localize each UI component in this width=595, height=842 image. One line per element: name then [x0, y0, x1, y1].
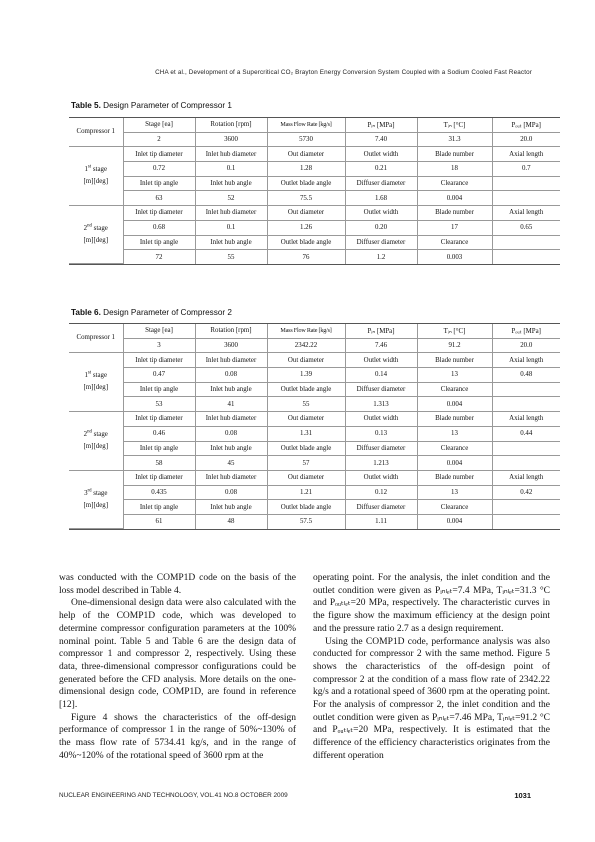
table-cell: [492, 456, 560, 471]
column-header: Rotation [rpm]: [195, 324, 267, 338]
table-cell: 13: [417, 426, 492, 441]
paragraph: Figure 4 shows the characteristics of the off-design performance of compressor 1 in the range of 50%~130% of the mass flow rate of 5734.41 kg/s, and in the range of 40%~120% of the rotational speed of 3600 rpm at the: [59, 712, 296, 761]
table5: [69, 117, 560, 265]
table-cell: 72: [123, 250, 195, 264]
parameter-header: Inlet hub angle: [195, 382, 267, 397]
parameter-header: Inlet hub diameter: [195, 147, 267, 162]
stage-label-line1: 2nd stage: [83, 429, 108, 438]
stage-label: [69, 147, 123, 206]
parameter-header: Blade number: [417, 412, 492, 427]
parameter-header: Inlet hub angle: [195, 235, 267, 250]
parameter-header: Outlet blade angle: [267, 500, 345, 515]
table-cell: 13: [417, 485, 492, 500]
paragraph: One-dimensional design data were also calculated with the help of the COMP1D code, which was developed to determine compressor configuration parameters at the 100% nominal point. Table 5 and Table 6 are the design data of compressor 1 and compressor 2, respectively. Using these data, three-dimensional compressor configurations could be generated before the CFD analysis. More details on the one-dimensional design code, COMP1D, are found in reference [12].: [59, 598, 296, 711]
table-cell: 61: [123, 514, 195, 528]
table-cell: 7.40: [345, 132, 417, 147]
column-header: Pₒᵤₜ [MPa]: [492, 118, 560, 132]
parameter-header: Clearance: [417, 382, 492, 397]
table-cell: 1.2: [345, 250, 417, 264]
table-cell: [492, 514, 560, 528]
parameter-header: Clearance: [417, 176, 492, 191]
stage-label-line1: 3rd stage: [84, 488, 108, 497]
table-cell: 1.26: [267, 220, 345, 235]
column-header: Stage [ea]: [123, 324, 195, 338]
table5-caption: [71, 101, 232, 110]
parameter-header: Outlet width: [345, 353, 417, 368]
stage-label: [69, 470, 123, 528]
parameter-header: Clearance: [417, 441, 492, 456]
table-cell: 0.20: [345, 220, 417, 235]
table-cell: 52: [195, 191, 267, 206]
table-cell: 1.11: [345, 514, 417, 528]
parameter-header: Inlet tip angle: [123, 176, 195, 191]
parameter-header: Inlet tip diameter: [123, 412, 195, 427]
parameter-header: [492, 235, 560, 250]
table-cell: 57.5: [267, 514, 345, 528]
stage-label-line2: [m][deg]: [83, 236, 108, 244]
table-cell: 0.47: [123, 368, 195, 383]
column-header: Stage [ea]: [123, 118, 195, 132]
table-cell: 0.08: [195, 485, 267, 500]
table-cell: [492, 397, 560, 412]
parameter-header: Inlet tip diameter: [123, 470, 195, 485]
page-number: 1031: [514, 791, 531, 800]
table-cell: 0.42: [492, 485, 560, 500]
table-cell: 0.004: [417, 456, 492, 471]
stage-label-line2: [m][deg]: [83, 501, 108, 509]
parameter-header: Inlet tip diameter: [123, 147, 195, 162]
table-cell: 0.46: [123, 426, 195, 441]
parameter-header: Blade number: [417, 470, 492, 485]
table-cell: 58: [123, 456, 195, 471]
table-cell: 1.28: [267, 162, 345, 177]
parameter-header: Diffuser diameter: [345, 500, 417, 515]
parameter-header: Out diameter: [267, 470, 345, 485]
parameter-header: [492, 382, 560, 397]
column-header: Pₒᵤₜ [MPa]: [492, 324, 560, 338]
parameter-header: Outlet blade angle: [267, 382, 345, 397]
parameter-header: Inlet hub angle: [195, 441, 267, 456]
parameter-header: Outlet width: [345, 147, 417, 162]
stage-label-line1: 1st stage: [84, 370, 108, 380]
footer-journal: NUCLEAR ENGINEERING AND TECHNOLOGY, VOL.41 NO.8 OCTOBER 2009: [59, 792, 288, 799]
parameter-header: Outlet width: [345, 206, 417, 221]
table-cell: 2342.22: [267, 338, 345, 353]
parameter-header: Inlet hub diameter: [195, 206, 267, 221]
table5-caption-text: Design Parameter of Compressor 1: [100, 101, 232, 110]
column-header: Mass Flow Rate [kg/s]: [267, 118, 345, 132]
table-cell: 0.08: [195, 368, 267, 383]
stage-label-line2: [m][deg]: [83, 384, 108, 392]
stage-label-line1: 2nd stage: [83, 223, 108, 232]
table6-caption-label: Table 6.: [71, 308, 101, 317]
parameter-header: Diffuser diameter: [345, 235, 417, 250]
table-cell: 20.0: [492, 132, 560, 147]
stage-label: [69, 353, 123, 412]
body-right-column: [313, 572, 550, 763]
parameter-header: Inlet hub diameter: [195, 353, 267, 368]
table-cell: 0.004: [417, 514, 492, 528]
parameter-header: Inlet tip angle: [123, 382, 195, 397]
table-cell: 55: [195, 250, 267, 264]
stage-label-line2: [m][deg]: [83, 178, 108, 186]
table-cell: 0.12: [345, 485, 417, 500]
parameter-header: Inlet hub diameter: [195, 412, 267, 427]
table-cell: 48: [195, 514, 267, 528]
table-cell: 0.21: [345, 162, 417, 177]
table6: [69, 323, 560, 530]
parameter-header: Outlet width: [345, 470, 417, 485]
paragraph: Using the COMP1D code, performance analysis was also conducted for compressor 2 with the same method. Figure 5 shows the characteristics of the off-design point of compressor 2 at the condition of a mass flow rate of 2342.22 kg/s and a rotational speed of 3600 rpm at the operating point. For the analysis of compressor 2, the inlet condition and the outlet condition were given as Pᵢₙₗₑₜ=7.46 MPa, Tᵢₙₗₑₜ=91.2 °C and Pₒᵤₜₗₑₜ=20 MPa, respectively. It is estimated that the difference of the efficiency characteristics originates from the different operation: [313, 636, 550, 761]
table-cell: [492, 250, 560, 264]
table-cell: 7.46: [345, 338, 417, 353]
table-cell: 0.003: [417, 250, 492, 264]
table-cell: 13: [417, 368, 492, 383]
parameter-header: Blade number: [417, 206, 492, 221]
table-cell: 76: [267, 250, 345, 264]
table-cell: 2: [123, 132, 195, 147]
parameter-header: Diffuser diameter: [345, 382, 417, 397]
table-cell: 0.65: [492, 220, 560, 235]
table-cell: 1.31: [267, 426, 345, 441]
table-cell: 3600: [195, 338, 267, 353]
table-cell: 0.13: [345, 426, 417, 441]
parameter-header: Inlet tip angle: [123, 235, 195, 250]
paragraph: was conducted with the COMP1D code on the basis of the loss model described in Table 4.: [59, 573, 296, 596]
parameter-header: Out diameter: [267, 206, 345, 221]
paragraph: operating point. For the analysis, the inlet condition and the outlet condition were given as Pᵢₙₗₑₜ=7.4 MPa, Tᵢₙₗₑₜ=31.3 °C and Pₒᵤₜₗₑₜ=20 MPa, respectively. The characteristic curves in the figure show the maximum efficiency at the design point and the pressure ratio 2.7 as a design requirement.: [313, 573, 550, 634]
column-header: Tᵢₙ [°C]: [417, 118, 492, 132]
column-header: Pᵢₙ [MPa]: [345, 118, 417, 132]
table-cell: 5730: [267, 132, 345, 147]
table-cell: 0.68: [123, 220, 195, 235]
table-cell: 31.3: [417, 132, 492, 147]
parameter-header: [492, 176, 560, 191]
table-cell: 1.313: [345, 397, 417, 412]
parameter-header: Outlet width: [345, 412, 417, 427]
parameter-header: [492, 500, 560, 515]
parameter-header: Axial length: [492, 353, 560, 368]
parameter-header: Axial length: [492, 147, 560, 162]
parameter-header: Axial length: [492, 470, 560, 485]
table-cell: 0.435: [123, 485, 195, 500]
table-cell: 3600: [195, 132, 267, 147]
table-cell: 41: [195, 397, 267, 412]
column-header: Mass Flow Rate [kg/s]: [267, 324, 345, 338]
body-left-column: [59, 572, 296, 763]
column-header: Pᵢₙ [MPa]: [345, 324, 417, 338]
table-cell: 1.213: [345, 456, 417, 471]
table-cell: 20.0: [492, 338, 560, 353]
table-cell: 0.44: [492, 426, 560, 441]
stage-label: [69, 412, 123, 471]
table6-caption-text: Design Parameter of Compressor 2: [100, 308, 232, 317]
table-row-header: Compressor 1: [69, 324, 123, 353]
table-cell: 53: [123, 397, 195, 412]
table-cell: 63: [123, 191, 195, 206]
column-header: Tᵢₙ [°C]: [417, 324, 492, 338]
table-cell: 0.48: [492, 368, 560, 383]
parameter-header: Blade number: [417, 353, 492, 368]
parameter-header: Out diameter: [267, 412, 345, 427]
table6-caption: [71, 308, 232, 317]
parameter-header: Axial length: [492, 206, 560, 221]
table-cell: 0.004: [417, 397, 492, 412]
table-cell: 3: [123, 338, 195, 353]
table-cell: 55: [267, 397, 345, 412]
parameter-header: Inlet tip diameter: [123, 353, 195, 368]
parameter-header: Inlet hub angle: [195, 176, 267, 191]
table-cell: 0.7: [492, 162, 560, 177]
table-cell: 0.08: [195, 426, 267, 441]
table5-caption-label: Table 5.: [71, 101, 101, 110]
running-header: CHA et al., Development of a Supercritical CO₂ Brayton Energy Conversion System Coupled with a Sodium Cooled Fast Reactor: [155, 69, 532, 76]
table-cell: 0.14: [345, 368, 417, 383]
parameter-header: Clearance: [417, 235, 492, 250]
parameter-header: Diffuser diameter: [345, 176, 417, 191]
table-cell: 1.39: [267, 368, 345, 383]
parameter-header: Inlet tip angle: [123, 441, 195, 456]
parameter-header: Inlet tip angle: [123, 500, 195, 515]
table-cell: [492, 191, 560, 206]
parameter-header: Out diameter: [267, 147, 345, 162]
parameter-header: Diffuser diameter: [345, 441, 417, 456]
table-cell: 45: [195, 456, 267, 471]
parameter-header: Inlet hub angle: [195, 500, 267, 515]
stage-label-line1: 1st stage: [84, 164, 108, 174]
table-cell: 0.72: [123, 162, 195, 177]
stage-label: [69, 206, 123, 264]
parameter-header: [492, 441, 560, 456]
parameter-header: Out diameter: [267, 353, 345, 368]
table-cell: 18: [417, 162, 492, 177]
parameter-header: Outlet blade angle: [267, 235, 345, 250]
parameter-header: Blade number: [417, 147, 492, 162]
parameter-header: Outlet blade angle: [267, 176, 345, 191]
table-cell: 0.004: [417, 191, 492, 206]
table-cell: 0.1: [195, 162, 267, 177]
parameter-header: Outlet blade angle: [267, 441, 345, 456]
stage-label-line2: [m][deg]: [83, 443, 108, 450]
table-row-header: Compressor 1: [69, 118, 123, 147]
table-cell: 75.5: [267, 191, 345, 206]
table-cell: 0.1: [195, 220, 267, 235]
table-cell: 91.2: [417, 338, 492, 353]
parameter-header: Clearance: [417, 500, 492, 515]
column-header: Rotation [rpm]: [195, 118, 267, 132]
parameter-header: Axial length: [492, 412, 560, 427]
parameter-header: Inlet tip diameter: [123, 206, 195, 221]
table-cell: 1.68: [345, 191, 417, 206]
table-cell: 1.21: [267, 485, 345, 500]
parameter-header: Inlet hub diameter: [195, 470, 267, 485]
table-cell: 17: [417, 220, 492, 235]
table-cell: 57: [267, 456, 345, 471]
